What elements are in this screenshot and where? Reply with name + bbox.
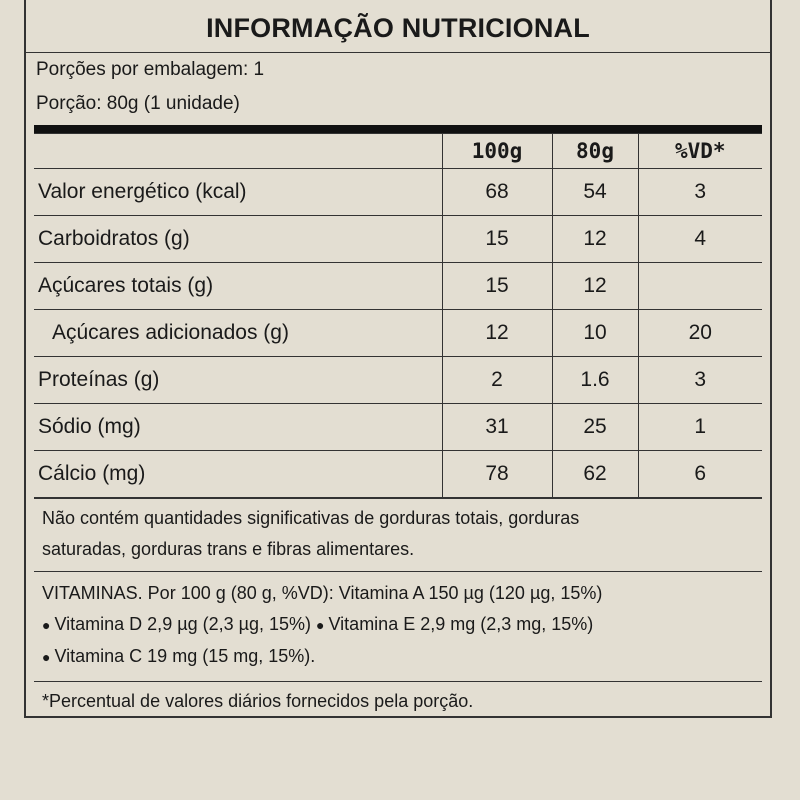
- row-value-vd: 20: [638, 310, 762, 357]
- nutrition-table: [34, 133, 762, 498]
- not-significant-note: [34, 498, 762, 571]
- row-value-vd: 4: [638, 216, 762, 263]
- vitamins-section: [34, 571, 762, 681]
- table-row: [34, 169, 762, 216]
- table-row: [34, 216, 762, 263]
- note-line: saturadas, gorduras trans e fibras alimentares.: [42, 539, 415, 559]
- table-row: [34, 310, 762, 357]
- header-vd: %VD*: [638, 134, 762, 169]
- row-value-vd: 1: [638, 404, 762, 451]
- vitamin-c-text: Vitamina C 19 mg (15 mg, 15%).: [54, 646, 316, 666]
- row-value-vd: 6: [638, 451, 762, 498]
- vitamin-e-text: Vitamina E 2,9 mg (2,3 mg, 15%): [328, 614, 594, 634]
- row-value-vd: 3: [638, 357, 762, 404]
- thick-divider: [34, 125, 762, 133]
- nutrition-title: INFORMAÇÃO NUTRICIONAL: [26, 0, 770, 53]
- bullet-icon: ●: [42, 649, 51, 665]
- portion-size: Porção: 80g (1 unidade): [36, 93, 240, 114]
- vitamins-line: [42, 641, 752, 673]
- bullet-icon: ●: [316, 617, 325, 633]
- row-label: Cálcio (mg): [34, 451, 442, 498]
- row-value-vd: 3: [638, 169, 762, 216]
- daily-value-footnote: *Percentual de valores diários fornecidos pela porção.: [34, 681, 762, 716]
- row-label: Açúcares totais (g): [34, 263, 442, 310]
- table-row: [34, 451, 762, 498]
- row-value-80g: 54: [552, 169, 638, 216]
- row-value-100g: 12: [442, 310, 552, 357]
- row-value-80g: 1.6: [552, 357, 638, 404]
- vitamins-line: VITAMINAS. Por 100 g (80 g, %VD): Vitamina A 150 µg (120 µg, 15%): [42, 583, 603, 603]
- table-row: [34, 357, 762, 404]
- row-label: Sódio (mg): [34, 404, 442, 451]
- row-value-100g: 2: [442, 357, 552, 404]
- row-value-80g: 12: [552, 216, 638, 263]
- row-label: Valor energético (kcal): [34, 169, 442, 216]
- row-label: Açúcares adicionados (g): [34, 310, 442, 357]
- row-value-vd: [638, 263, 762, 310]
- row-value-80g: 25: [552, 404, 638, 451]
- bullet-icon: ●: [42, 617, 51, 633]
- row-value-100g: 31: [442, 404, 552, 451]
- table-row: [34, 404, 762, 451]
- row-label: Proteínas (g): [34, 357, 442, 404]
- row-value-80g: 12: [552, 263, 638, 310]
- header-blank: [34, 134, 442, 169]
- vitamin-d-text: Vitamina D 2,9 µg (2,3 µg, 15%): [54, 614, 312, 634]
- table-header-row: [34, 134, 762, 169]
- row-value-100g: 15: [442, 216, 552, 263]
- row-value-100g: 15: [442, 263, 552, 310]
- servings-per-package: Porções por embalagem: 1: [36, 59, 265, 80]
- row-label: Carboidratos (g): [34, 216, 442, 263]
- row-value-80g: 10: [552, 310, 638, 357]
- row-value-100g: 78: [442, 451, 552, 498]
- nutrition-facts-panel: [24, 0, 772, 718]
- note-line: Não contém quantidades significativas de gorduras totais, gorduras: [42, 508, 580, 528]
- table-row: [34, 263, 762, 310]
- row-value-80g: 62: [552, 451, 638, 498]
- header-100g: 100g: [442, 134, 552, 169]
- row-value-100g: 68: [442, 169, 552, 216]
- header-80g: 80g: [552, 134, 638, 169]
- vitamins-line: [42, 609, 752, 641]
